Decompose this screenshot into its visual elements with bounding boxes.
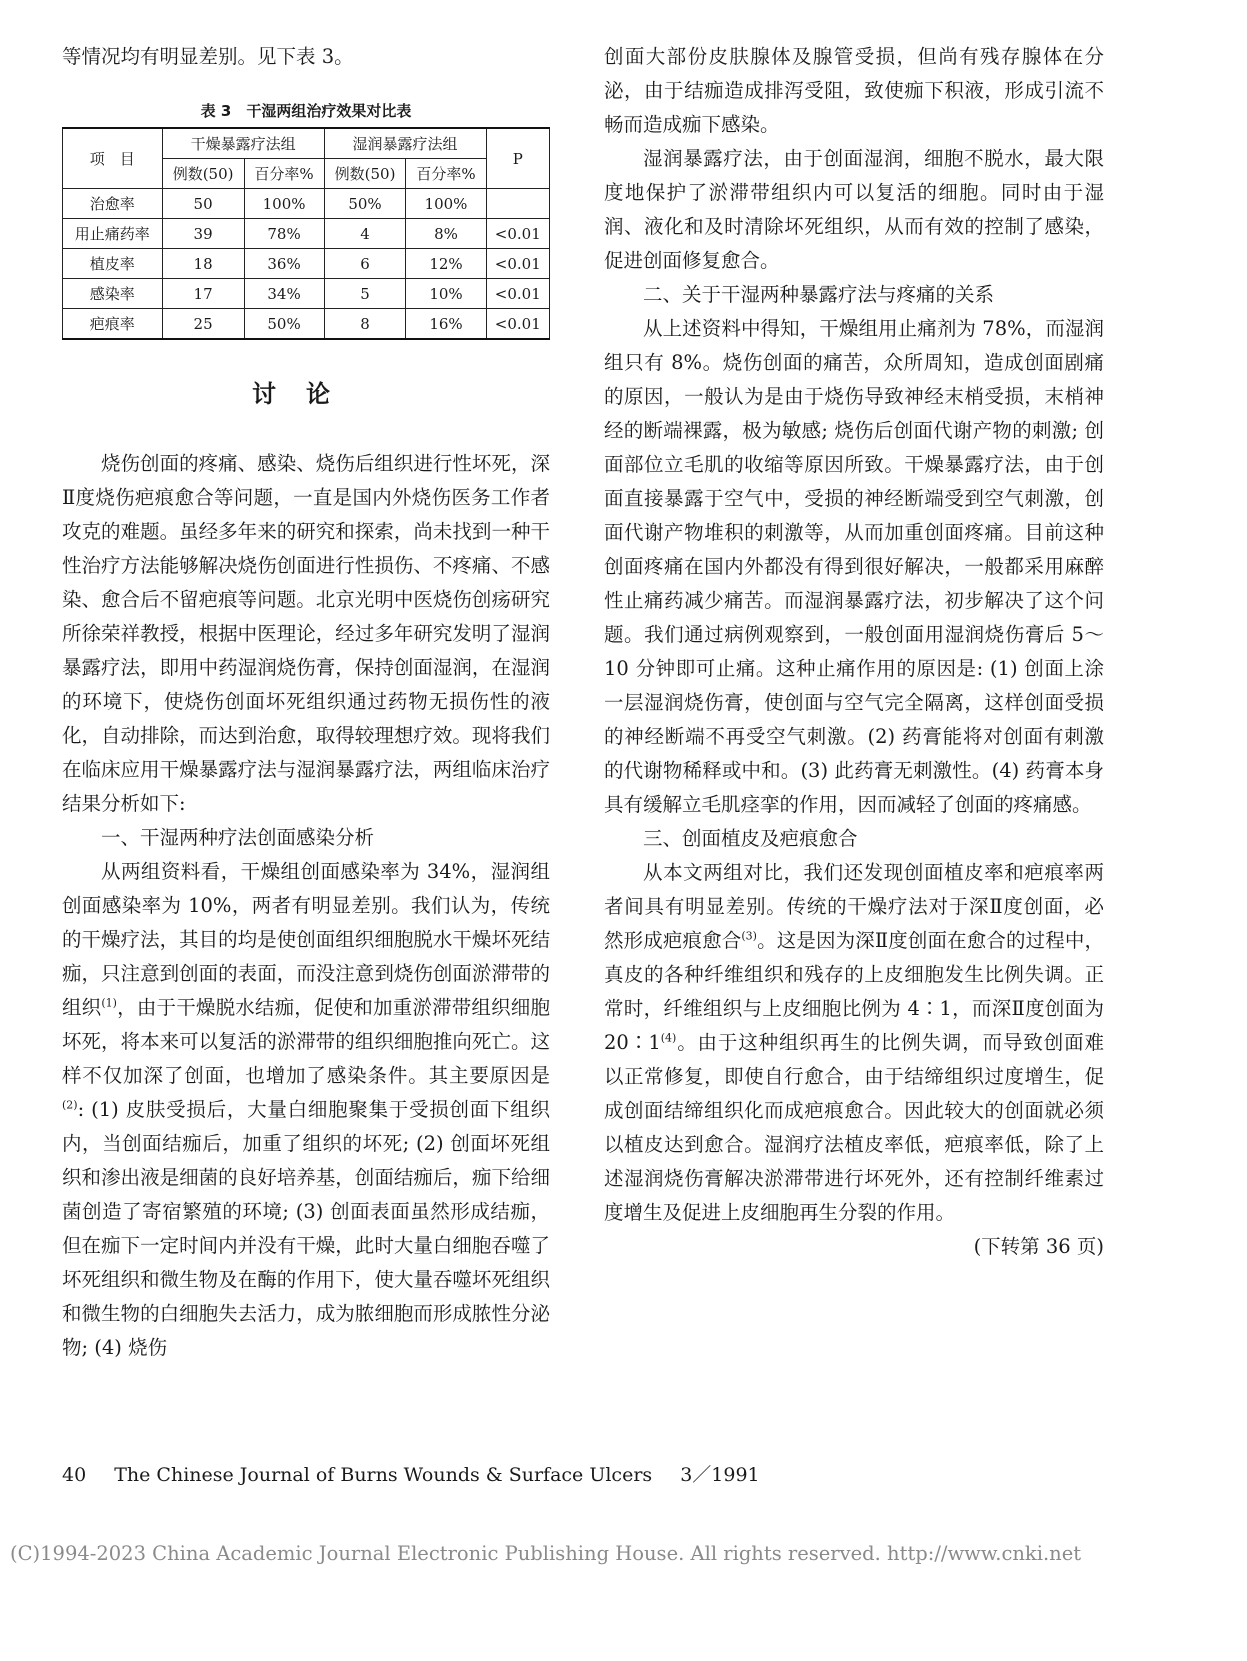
reference-marker: (1)	[101, 996, 117, 1010]
cell-dry-n: 50	[162, 189, 244, 219]
discussion-title: 讨论	[252, 380, 360, 408]
section-heading-infection: 一、干湿两种疗法创面感染分析	[101, 826, 375, 849]
cell-dry-n: 18	[162, 249, 244, 279]
cell-dry-n: 39	[162, 219, 244, 249]
continued-note: (下转第 36 页)	[973, 1235, 1104, 1258]
copyright-notice: (C)1994-2023 China Academic Journal Electronic Publishing House. All rights reserved. http://www.cnki.net	[10, 1542, 1082, 1565]
cell-wet-pct: 10%	[406, 279, 486, 309]
reference-marker: (4)	[660, 1031, 677, 1045]
subheader-dry-pct: 百分率%	[244, 159, 324, 189]
scar-paragraph	[604, 856, 1104, 1230]
header-p: P	[486, 128, 550, 189]
table-row	[63, 189, 550, 219]
cell-item: 植皮率	[63, 249, 163, 279]
table-header-row	[63, 128, 550, 159]
header-item: 项 目	[63, 128, 163, 189]
cell-dry-pct: 34%	[244, 279, 324, 309]
discussion-paragraph: 烧伤创面的疼痛、感染、烧伤后组织进行性坏死，深Ⅱ度烧伤疤痕愈合等问题，一直是国内外烧伤医务工作者攻克的难题。虽经多年来的研究和探索，尚未找到一种干性治疗方法能够解决烧伤创面进行性损伤、不疼痛、不感染、愈合后不留疤痕等问题。北京光明中医烧伤创疡研究所徐荣祥教授，根据中医理论，经过多年研究发明了湿润暴露疗法，即用中药湿润烧伤膏，保持创面湿润，在湿润的环境下，使烧伤创面坏死组织通过药物无损伤性的液化，自动排除，而达到治愈，取得较理想疗效。现将我们在临床应用干燥暴露疗法与湿润暴露疗法，两组临床治疗结果分析如下:	[62, 452, 550, 815]
journal-name: The Chinese Journal of Burns Wounds & Surface Ulcers	[114, 1464, 653, 1486]
cell-dry-pct: 100%	[244, 189, 324, 219]
table-row	[63, 279, 550, 309]
cell-wet-n: 6	[324, 249, 406, 279]
intro-line: 等情况均有明显差别。见下表 3。	[62, 45, 354, 68]
header-dry-group: 干燥暴露疗法组	[162, 128, 324, 159]
right-column	[604, 40, 1104, 1264]
cell-p: <0.01	[486, 279, 550, 309]
page-number: 40	[62, 1464, 87, 1486]
subheader-wet-cases: 例数(50)	[324, 159, 406, 189]
cell-dry-pct: 36%	[244, 249, 324, 279]
cell-item: 疤痕率	[63, 309, 163, 340]
cell-p: <0.01	[486, 249, 550, 279]
continued-paragraph: 创面大部份皮肤腺体及腺管受损，但尚有残存腺体在分泌，由于结痂造成排泻受阻，致使痂下积液，形成引流不畅而造成痂下感染。	[604, 45, 1104, 136]
wet-therapy-paragraph: 湿润暴露疗法，由于创面湿润，细胞不脱水，最大限度地保护了淤滞带组织内可以复活的细胞。同时由于湿润、液化和及时清除坏死组织，从而有效的控制了感染，促进创面修复愈合。	[604, 147, 1104, 272]
cell-dry-n: 25	[162, 309, 244, 340]
infection-text-a: 从两组资料看，干燥组创面感染率为 34%，湿润组创面感染率为 10%，两者有明显差别。我们认为，传统的干燥疗法，其目的均是使创面组织细胞脱水干燥坏死结痂，只注意到创面的表面，而没注意到烧伤创面淤滞带的组织	[62, 860, 550, 1019]
scar-text-a: 从本文两组对比，我们还发现创面植皮率和疤痕率两者间具有明显差别。传统的干燥疗法对于深Ⅱ度创面，必然形成疤痕愈合	[604, 861, 1104, 952]
cell-wet-n: 8	[324, 309, 406, 340]
scar-text-b: 。这是因为深Ⅱ度创面在愈合的过程中，真皮的各种纤维组织和残存的上皮细胞发生比例失调。正常时，纤维组织与上皮细胞比例为 4∶1，而深Ⅱ度创面为 20∶1	[604, 929, 1104, 1054]
section-heading-pain: 二、关于干湿两种暴露疗法与疼痛的关系	[643, 283, 995, 306]
reference-marker: (2)	[62, 1098, 78, 1112]
reference-marker: (3)	[741, 929, 757, 943]
cell-wet-pct: 12%	[406, 249, 486, 279]
cell-wet-n: 50%	[324, 189, 406, 219]
page-footer	[62, 1460, 782, 1487]
cell-wet-n: 5	[324, 279, 406, 309]
left-column	[62, 40, 550, 1365]
subheader-wet-pct: 百分率%	[406, 159, 486, 189]
table-row	[63, 219, 550, 249]
infection-text-c: : (1) 皮肤受损后，大量白细胞聚集于受损创面下组织内，当创面结痂后，加重了组织的坏死; (2) 创面坏死组织和渗出液是细菌的良好培养基，创面结痂后，痂下给细菌创造了寄宿繁殖的环境; (3) 创面表面虽然形成结痂，但在痂下一定时间内并没有干燥，此时大量白细胞吞噬了坏死组织和微生物及在酶的作用下，使大量吞噬坏死组织和微生物的白细胞失去活力，成为脓细胞而形成脓性分泌物; (4) 烧伤	[62, 1098, 550, 1359]
cell-p	[486, 189, 550, 219]
issue-number: 3／1991	[680, 1464, 760, 1486]
infection-paragraph	[62, 855, 550, 1365]
cell-wet-pct: 100%	[406, 189, 486, 219]
cell-p: <0.01	[486, 219, 550, 249]
cell-item: 治愈率	[63, 189, 163, 219]
cell-item: 用止痛药率	[63, 219, 163, 249]
cell-wet-pct: 8%	[406, 219, 486, 249]
cell-dry-pct: 50%	[244, 309, 324, 340]
infection-text-b: ，由于干燥脱水结痂，促使和加重淤滞带组织细胞坏死，将本来可以复活的淤滞带的组织细胞推向死亡。这样不仅加深了创面，也增加了感染条件。其主要原因是	[62, 996, 550, 1087]
subheader-dry-cases: 例数(50)	[162, 159, 244, 189]
table-row	[63, 309, 550, 340]
cell-wet-pct: 16%	[406, 309, 486, 340]
table-caption: 表 3 干湿两组治疗效果对比表	[200, 102, 412, 120]
scar-text-c: 。由于这种组织再生的比例失调，而导致创面难以正常修复，即使自行愈合，由于结缔组织过度增生，促成创面结缔组织化而成疤痕愈合。因此较大的创面就必须以植皮达到愈合。湿润疗法植皮率低，疤痕率低，除了上述湿润烧伤膏解决淤滞带进行坏死外，还有控制纤维素过度增生及促进上皮细胞再生分裂的作用。	[604, 1031, 1104, 1224]
cell-dry-n: 17	[162, 279, 244, 309]
section-heading-scar: 三、创面植皮及疤痕愈合	[643, 827, 858, 850]
cell-p: <0.01	[486, 309, 550, 340]
table-row	[63, 249, 550, 279]
cell-wet-n: 4	[324, 219, 406, 249]
pain-paragraph: 从上述资料中得知，干燥组用止痛剂为 78%，而湿润组只有 8%。烧伤创面的痛苦，众所周知，造成创面剧痛的原因，一般认为是由于烧伤导致神经末梢受损，末梢神经的断端裸露，极为敏感; 烧伤后创面代谢产物的刺激; 创面部位立毛肌的收缩等原因所致。干燥暴露疗法，由于创面直接暴露于空气中，受损的神经断端受到空气刺激，创面代谢产物堆积的刺激等，从而加重创面疼痛。目前这种创面疼痛在国内外都没有得到很好解决，一般都采用麻醉性止痛药减少痛苦。而湿润暴露疗法，初步解决了这个问题。我们通过病例观察到，一般创面用湿润烧伤膏后 5～10 分钟即可止痛。这种止痛作用的原因是: (1) 创面上涂一层湿润烧伤膏，使创面与空气完全隔离，这样创面受损的神经断端不再受空气刺激。(2) 药膏能将对创面有刺激的代谢物稀释或中和。(3) 此药膏无刺激性。(4) 药膏本身具有缓解立毛肌痉挛的作用，因而减轻了创面的疼痛感。	[604, 317, 1104, 816]
comparison-table	[62, 127, 550, 340]
cell-item: 感染率	[63, 279, 163, 309]
cell-dry-pct: 78%	[244, 219, 324, 249]
header-wet-group: 湿润暴露疗法组	[324, 128, 486, 159]
